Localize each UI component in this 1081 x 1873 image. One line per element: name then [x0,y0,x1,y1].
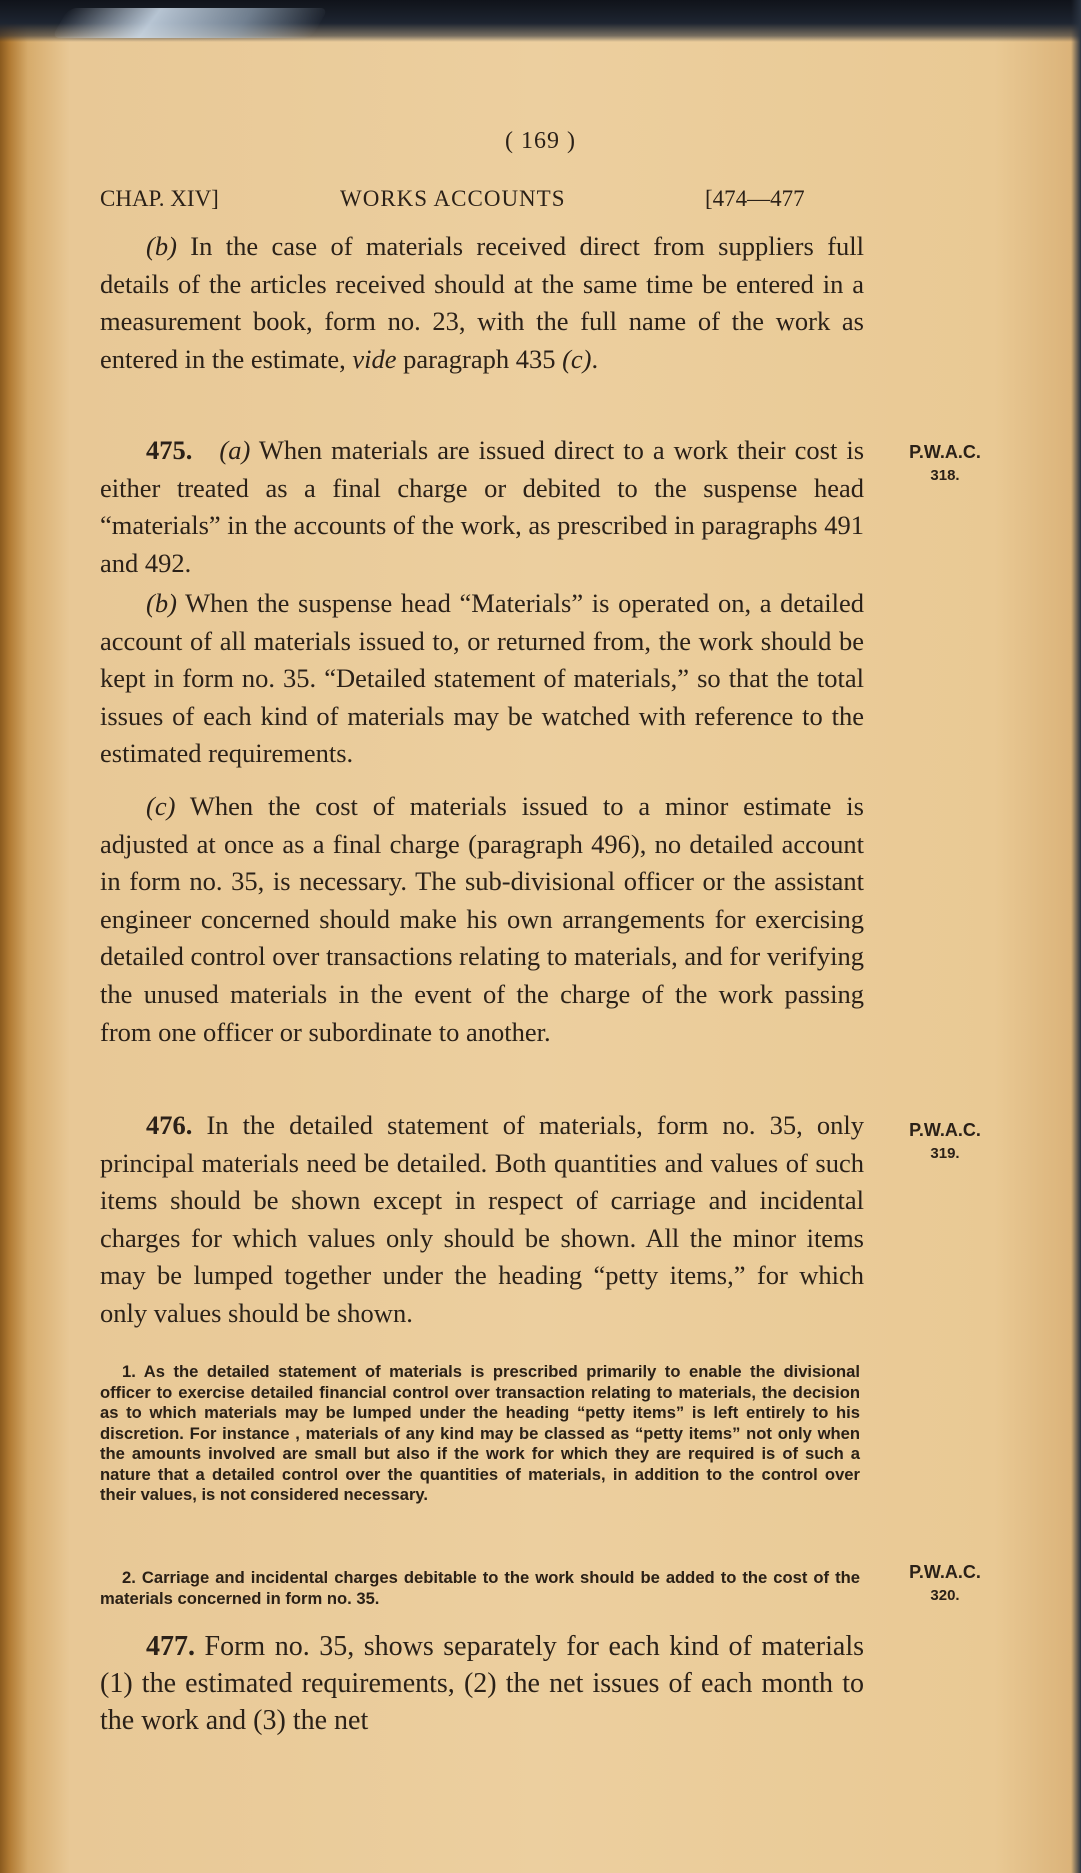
paragraph-text: When the suspense head “Materials” is operated on, a detailed account of all materials issued to, or returned from, the work should be kept in form no. 35. “Detailed statement of materials,” so that the total issues of each kind of materials may be watched with reference to the estimated requirements. [100,588,864,769]
paragraph-text: In the case of materials received direct from suppliers full details of the articles received should at the same time be entered in a measurement book, form no. 23, with the full name of the work as entered in the estimate, [100,231,864,374]
section-number: 477. [146,1631,195,1662]
margin-note-code: P.W.A.C. [909,1120,981,1140]
clause-ref: (c) [562,343,592,374]
margin-note-number: 319. [930,1145,960,1162]
paragraph-477 [100,1628,864,1739]
section-number: 476. [146,1110,193,1140]
margin-note-number: 320. [930,1587,960,1604]
running-header [100,186,860,216]
paragraph-476 [100,1107,864,1333]
margin-note-code: P.W.A.C. [909,442,981,462]
scanner-shadow-top [0,0,1081,42]
clause-label: (c) [146,791,176,821]
margin-note-number: 318. [930,467,960,484]
paragraph-range: [474—477 [705,186,805,211]
page-edge-shadow [1071,0,1081,1873]
section-number: 475. [146,435,193,465]
paragraph-text: Form no. 35, shows separately for each kind of materials (1) the estimated requirements, (2) the net issues of each month to the work and (3) the net [100,1631,864,1736]
paragraph-text: In the detailed statement of materials, form no. 35, only principal materials need be detailed. Both quantities and values of such items should be shown except in respect of carriage and incidental charges for which values only should be shown. All the minor items may be lumped together under the heading “petty items,” for which only values should be shown. [100,1110,864,1328]
paragraph-text: When the cost of materials issued to a minor estimate is adjusted at once as a final charge (paragraph 496), no detailed account in form no. 35, is necessary. The sub-divisional officer or the assistant engineer concerned should make his own arrangements for exercising detailed control over transactions relating to materials, and for verifying the unused materials in the event of the charge of the work passing from one officer or subordinate to another. [100,791,864,1047]
glare-smudge [51,8,328,38]
paragraph-475-c [100,788,864,1051]
clause-label: (a) [219,435,251,465]
page-number: ( 169 ) [505,128,576,154]
paragraph-text: When materials are issued direct to a work their cost is either treated as a final charge or debited to the suspense head “materials” in the accounts of the work, as prescribed in paragraphs 491 and 492. [100,435,865,578]
margin-note-320 [890,1560,1000,1608]
margin-note-318 [890,440,1000,488]
vide-word: vide [352,343,397,374]
paragraph-475-a [100,432,864,582]
header-title: WORKS ACCOUNTS [340,186,566,211]
paragraph-text-tail: paragraph 435 [396,343,563,374]
clause-label: (b) [146,231,177,261]
clause-label: (b) [146,588,177,618]
footnote-2: 2. Carriage and incidental charges debitable to the work should be added to the cost of the materials concerned in form no. 35. [100,1568,860,1608]
footnote-1: 1. As the detailed statement of materials is prescribed primarily to enable the divisional officer to exercise detailed financial control over transaction relating to materials, the decision as to which materials may be lumped under the heading “petty items” is left entirely to his discretion. For instance , materials of any kind may be classed as “petty items” not only when the amounts involved are small but also if the work for which they are required is of such a nature that a detailed control over the quantities of materials, in addition to the control over their values, is not considered necessary. [100,1362,860,1504]
chapter-label: CHAP. XIV] [100,186,219,211]
paragraph-474-b [100,228,864,378]
margin-note-code: P.W.A.C. [909,1562,981,1582]
paragraph-text-end: . [591,343,599,374]
paragraph-475-b [100,585,864,773]
margin-note-319 [890,1118,1000,1166]
